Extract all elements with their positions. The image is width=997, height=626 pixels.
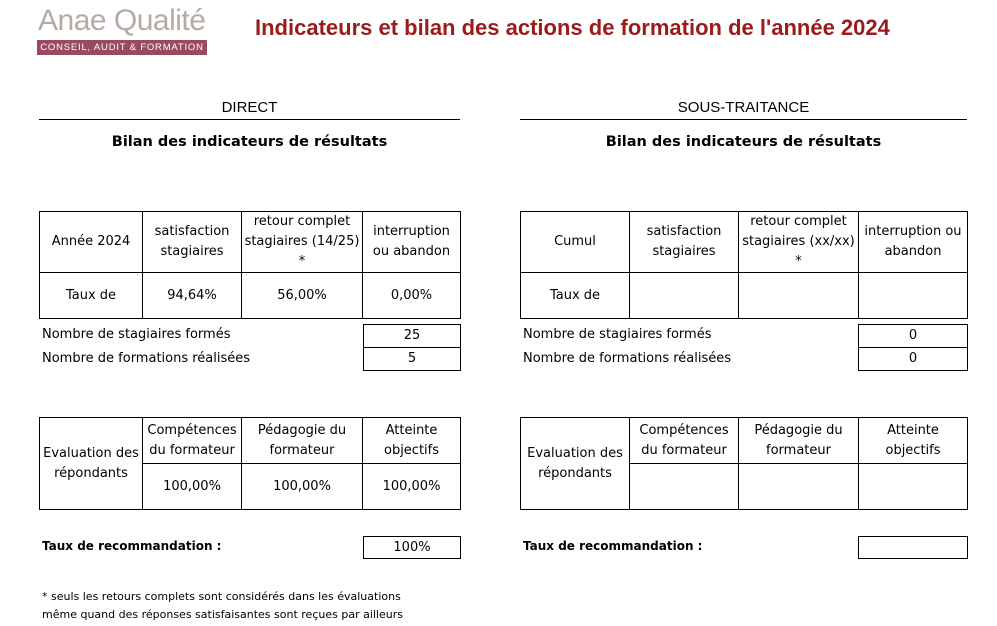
recommandation-label: Taux de recommandation : [42,539,222,553]
header-cell: Pédagogie du formateur [739,418,859,464]
header-cell: satisfaction stagiaires [143,212,242,273]
formations-value: 5 [363,347,461,371]
evaluation-table-sous-traitance [520,417,968,510]
evaluation-table-direct [39,417,461,510]
page-title: Indicateurs et bilan des actions de formation de l'année 2024 [255,15,890,40]
header-cell: Année 2024 [40,212,143,273]
indicators-table-direct [39,211,461,319]
value-cell: 100,00% [143,464,242,510]
header-cell: retour complet stagiaires (xx/xx) * [739,212,859,273]
value-cell: 100,00% [363,464,461,510]
recommandation-value [858,536,968,559]
divider [520,119,967,120]
value-cell: 100,00% [242,464,363,510]
value-cell: 0,00% [363,273,461,319]
formations-value: 0 [858,347,968,371]
indicators-table-sous-traitance [520,211,968,319]
value-cell [859,464,968,510]
bilan-heading: Bilan des indicateurs de résultats [111,134,388,150]
footnote-line: même quand des réponses satisfaisantes sont reçues par ailleurs [42,608,403,621]
formations-label: Nombre de formations réalisées [523,351,732,366]
value-cell: 56,00% [242,273,363,319]
value-cell [739,273,859,319]
header-cell: Atteinte objectifs [859,418,968,464]
header-cell: Compétences du formateur [630,418,739,464]
stagiaires-label: Nombre de stagiaires formés [523,327,712,342]
value-cell: 94,64% [143,273,242,319]
logo [38,4,205,38]
bilan-heading: Bilan des indicateurs de résultats [605,134,882,150]
evaluation-label: Evaluation des répondants [40,418,143,510]
divider [39,119,460,120]
header-cell: Atteinte objectifs [363,418,461,464]
recommandation-value: 100% [363,536,461,559]
value-cell [630,464,739,510]
section-direct-heading: DIRECT [221,99,278,116]
header-cell: satisfaction stagiaires [630,212,739,273]
formations-label: Nombre de formations réalisées [42,351,251,366]
header-cell: interruption ou abandon [859,212,968,273]
row-label: Taux de [521,273,630,319]
evaluation-label: Evaluation des répondants [521,418,630,510]
header-cell: retour complet stagiaires (14/25) * [242,212,363,273]
value-cell [739,464,859,510]
logo-name: Anae Qualité [38,4,206,37]
header-cell: interruption ou abandon [363,212,461,273]
stagiaires-label: Nombre de stagiaires formés [42,327,231,342]
header-cell: Compétences du formateur [143,418,242,464]
section-sous-traitance-heading: SOUS-TRAITANCE [677,99,810,116]
footnote-line: * seuls les retours complets sont considérés dans les évaluations [42,590,401,603]
recommandation-label: Taux de recommandation : [523,539,703,553]
row-label: Taux de [40,273,143,319]
header-cell: Cumul [521,212,630,273]
stagiaires-value: 0 [858,324,968,348]
header-cell: Pédagogie du formateur [242,418,363,464]
value-cell [630,273,739,319]
value-cell [859,273,968,319]
logo-tagline: CONSEIL, AUDIT & FORMATION [37,40,207,55]
stagiaires-value: 25 [363,324,461,348]
